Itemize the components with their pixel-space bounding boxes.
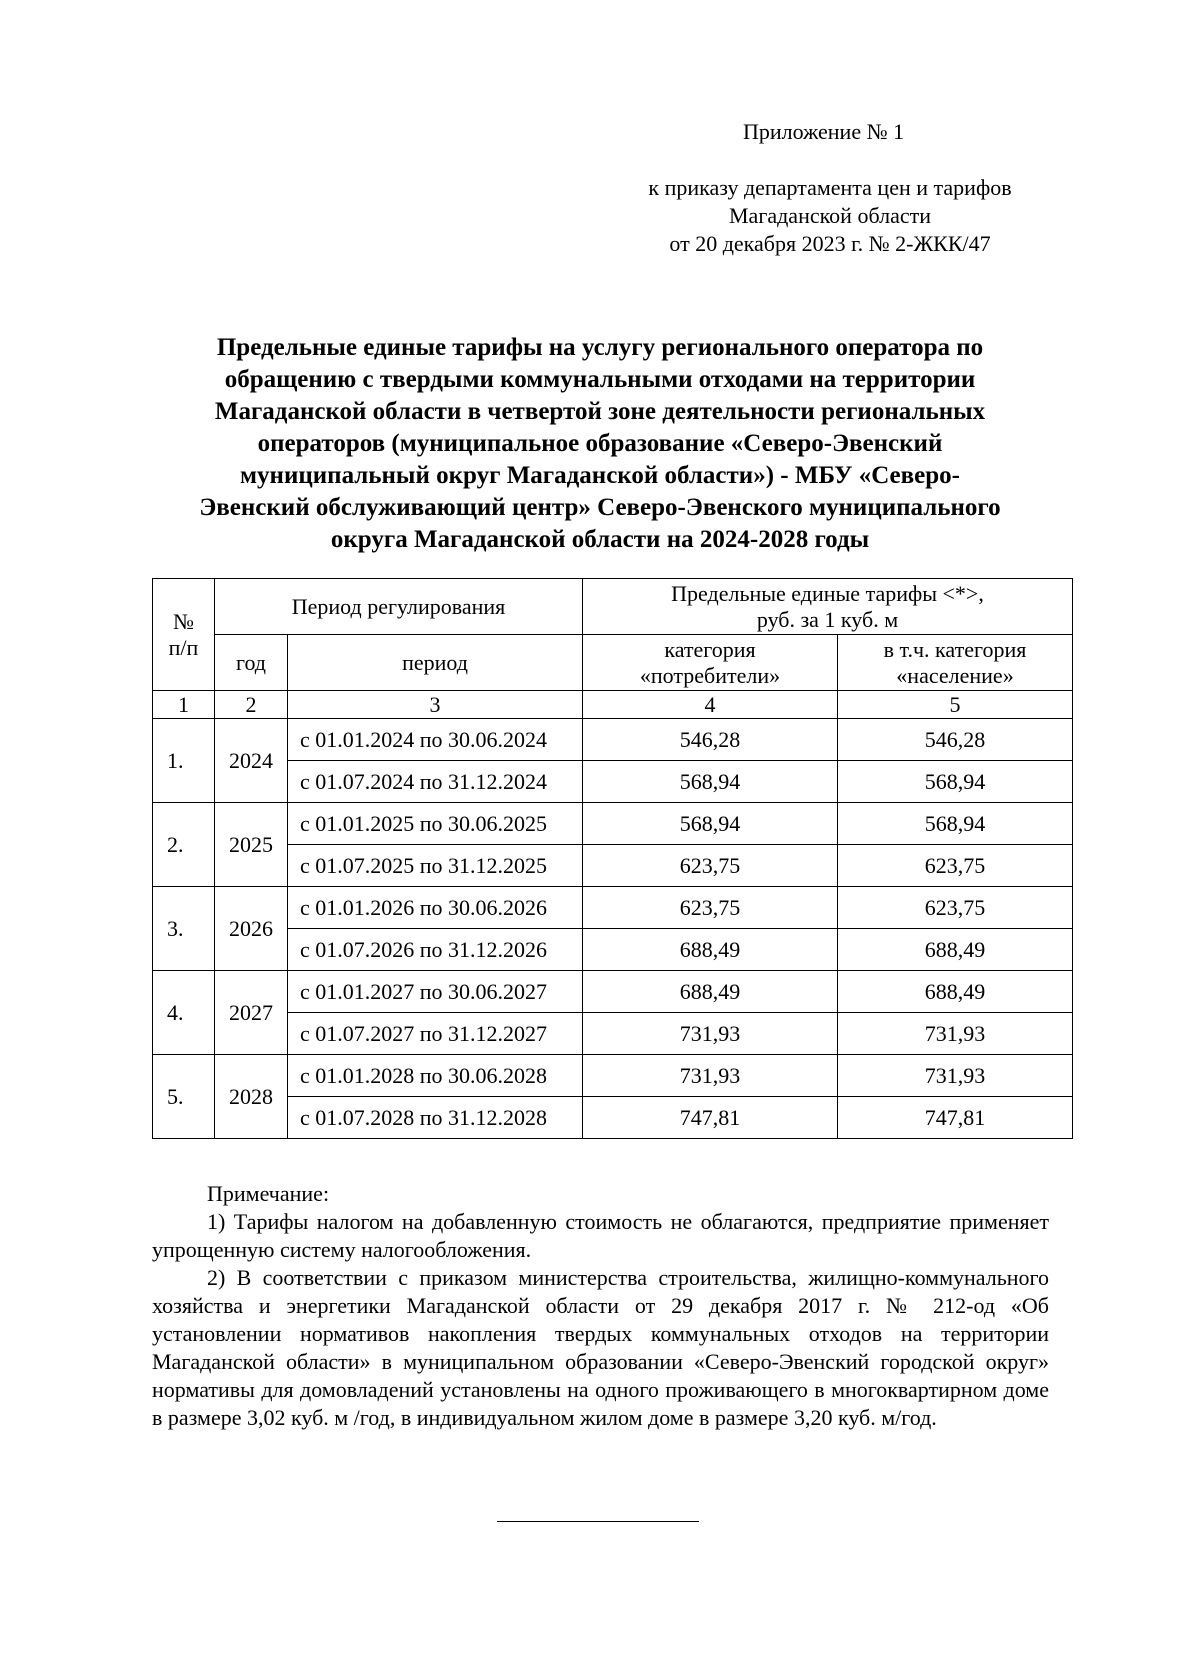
order-reference: [615, 174, 1045, 258]
population-tariff-cell: 623,75: [838, 887, 1073, 929]
period-cell: с 01.01.2027 по 30.06.2027: [288, 971, 583, 1013]
order-line: Магаданской области: [729, 203, 931, 228]
table-row: [153, 929, 1073, 971]
consumers-tariff-cell: 688,49: [583, 971, 838, 1013]
column-number: 5: [838, 691, 1073, 719]
population-tariff-cell: 688,49: [838, 929, 1073, 971]
row-number-cell: 4.: [153, 971, 215, 1055]
table-row: [153, 1097, 1073, 1139]
population-tariff-cell: 688,49: [838, 971, 1073, 1013]
period-cell: с 01.01.2028 по 30.06.2028: [288, 1055, 583, 1097]
period-cell: с 01.07.2025 по 31.12.2025: [288, 845, 583, 887]
table-row: [153, 761, 1073, 803]
column-number: 1: [153, 691, 215, 719]
table-row: [153, 1013, 1073, 1055]
header-period: период: [288, 635, 583, 691]
end-divider: [497, 1521, 699, 1522]
population-tariff-cell: 747,81: [838, 1097, 1073, 1139]
note-item: 1) Тарифы налогом на добавленную стоимость не облагаются, предприятие применяет упрощенную систему налогообложения.: [152, 1209, 1049, 1262]
column-number: 2: [215, 691, 288, 719]
period-cell: с 01.01.2024 по 30.06.2024: [288, 719, 583, 761]
table-row: [153, 719, 1073, 761]
table-header-row: [153, 579, 1073, 635]
consumers-tariff-cell: 688,49: [583, 929, 838, 971]
table-row: [153, 1055, 1073, 1097]
order-line: к приказу департамента цен и тарифов: [648, 175, 1012, 200]
period-cell: с 01.07.2027 по 31.12.2027: [288, 1013, 583, 1055]
population-tariff-cell: 731,93: [838, 1013, 1073, 1055]
header-year: год: [215, 635, 288, 691]
population-tariff-cell: 546,28: [838, 719, 1073, 761]
consumers-tariff-cell: 747,81: [583, 1097, 838, 1139]
table-subheader-row: [153, 635, 1073, 691]
column-numbers-row: [153, 691, 1073, 719]
table-row: [153, 845, 1073, 887]
consumers-tariff-cell: 731,93: [583, 1013, 838, 1055]
row-number-cell: 5.: [153, 1055, 215, 1139]
consumers-tariff-cell: 568,94: [583, 803, 838, 845]
period-cell: с 01.07.2026 по 31.12.2026: [288, 929, 583, 971]
title-line: муниципальный округ Магаданской области») - МБУ «Северо-: [240, 462, 960, 489]
row-number-cell: 1.: [153, 719, 215, 803]
header-num: № п/п: [153, 579, 215, 691]
table-row: [153, 971, 1073, 1013]
notes-heading: Примечание:: [207, 1181, 330, 1206]
note-item: 2) В соответствии с приказом министерства строительства, жилищно-коммунального хозяйства и энергетики Магаданской области от 29 декабря 2017 г. № 212-од «Об установлении нормативов накопления твердых коммунальных отходов на территории Магаданской области» в муниципальном образовании «Северо-Эвенский городской округ» нормативы для домовладений установлены на одного проживающего в многоквартирном доме в размере 3,02 куб. м /год, в индивидуальном жилом доме в размере 3,20 куб. м/год.: [152, 1265, 1049, 1430]
column-number: 3: [288, 691, 583, 719]
header-population: в т.ч. категория «население»: [838, 635, 1073, 691]
document-title: [140, 332, 1060, 556]
year-cell: 2026: [215, 887, 288, 971]
year-cell: 2024: [215, 719, 288, 803]
title-line: операторов (муниципальное образование «Северо-Эвенский: [257, 430, 943, 457]
consumers-tariff-cell: 546,28: [583, 719, 838, 761]
population-tariff-cell: 623,75: [838, 845, 1073, 887]
title-line: округа Магаданской области на 2024-2028 годы: [330, 526, 870, 553]
consumers-tariff-cell: 568,94: [583, 761, 838, 803]
consumers-tariff-cell: 623,75: [583, 845, 838, 887]
tariff-table: [152, 578, 1073, 1139]
period-cell: с 01.01.2025 по 30.06.2025: [288, 803, 583, 845]
title-line: Предельные единые тарифы на услугу регионального оператора по: [216, 334, 984, 361]
consumers-tariff-cell: 623,75: [583, 887, 838, 929]
title-line: Эвенский обслуживающий центр» Северо-Эвенского муниципального: [199, 494, 1001, 521]
header-consumers: категория «потребители»: [583, 635, 838, 691]
period-cell: с 01.01.2026 по 30.06.2026: [288, 887, 583, 929]
notes-section: [152, 1180, 1049, 1432]
header-tariffs: Предельные единые тарифы <*>, руб. за 1 куб. м: [583, 579, 1073, 635]
population-tariff-cell: 731,93: [838, 1055, 1073, 1097]
consumers-tariff-cell: 731,93: [583, 1055, 838, 1097]
period-cell: с 01.07.2028 по 31.12.2028: [288, 1097, 583, 1139]
population-tariff-cell: 568,94: [838, 761, 1073, 803]
row-number-cell: 3.: [153, 887, 215, 971]
table-row: [153, 887, 1073, 929]
title-line: обращению с твердыми коммунальными отходами на территории: [224, 366, 976, 393]
table-row: [153, 803, 1073, 845]
title-line: Магаданской области в четвертой зоне деятельности региональных: [214, 398, 986, 425]
header-period-group: Период регулирования: [215, 579, 583, 635]
annex-label: Приложение № 1: [743, 119, 905, 144]
period-cell: с 01.07.2024 по 31.12.2024: [288, 761, 583, 803]
column-number: 4: [583, 691, 838, 719]
year-cell: 2025: [215, 803, 288, 887]
row-number-cell: 2.: [153, 803, 215, 887]
population-tariff-cell: 568,94: [838, 803, 1073, 845]
year-cell: 2027: [215, 971, 288, 1055]
order-line: от 20 декабря 2023 г. № 2-ЖКК/47: [669, 231, 991, 256]
year-cell: 2028: [215, 1055, 288, 1139]
